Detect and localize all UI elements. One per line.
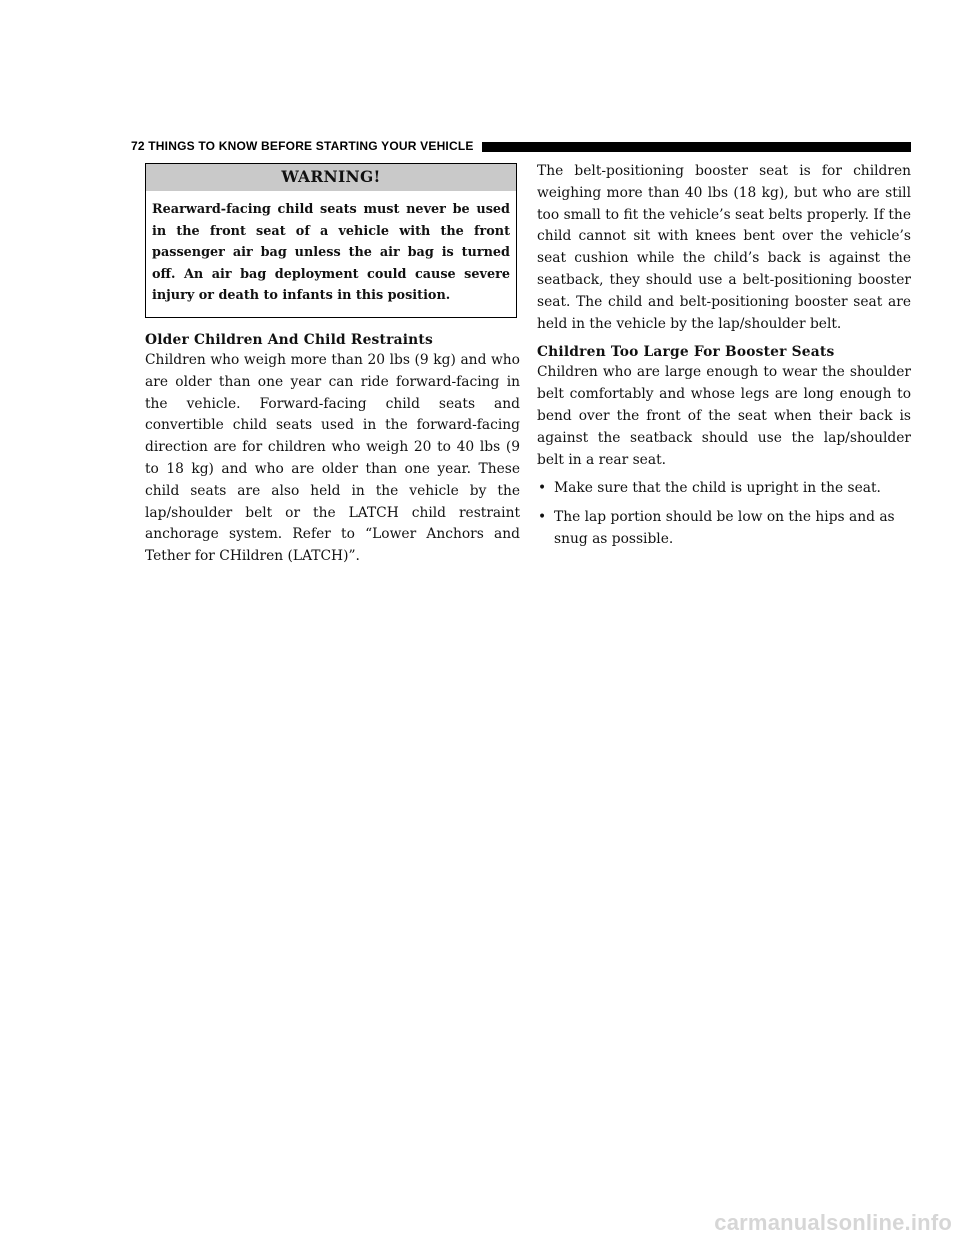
too-large-heading: Children Too Large For Booster Seats [537,344,835,361]
bullet-item [537,478,911,500]
older-children-heading: Older Children And Child Restraints [145,331,433,348]
too-large-paragraph: Children who are large enough to wear the shoulder belt comfortably and whose legs are long enough to bend over the front of the seat when their back is against the seatback should use the lap/shoulder belt in a rear seat. [537,364,911,468]
older-children-paragraph: Children who weigh more than 20 lbs (9 kg) and who are older than one year can ride forward-facing in the vehicle. Forward-facing child seats and convertible child seats used in the forward-facing direction are for children who weigh 20 to 40 lbs (9 to 18 kg) and who are older than one year. These child seats are also held in the vehicle by the lap/shoulder belt or the LATCH child restraint anchorage system. Refer to “Lower Anchors and Tether for CHildren (LATCH)”. [145,351,520,565]
page-header-text: 72 THINGS TO KNOW BEFORE STARTING YOUR VEHICLE [131,139,474,153]
page-header [131,136,911,156]
right-column [537,161,911,551]
bullet-item [537,507,911,551]
warning-body: Rearward-facing child seats must never be used in the front seat of a vehicle with the front passenger air bag unless the air bag is turned off. An air bag deployment could cause severe injury or death to infants in this position. [152,202,510,304]
bullet-item-text: Make sure that the child is upright in the seat. [554,480,881,497]
left-column [145,163,520,568]
booster-seat-paragraph: The belt-positioning booster seat is for children weighing more than 40 lbs (18 kg), but who are still too small to fit the vehicle’s seat belts properly. If the child cannot sit with knees bent over the vehicle’s seat cushion while the child’s back is against the seatback, they should use a belt-positioning booster seat. The child and belt-positioning booster seat are held in the vehicle by the lap/shoulder belt. [537,163,911,332]
watermark: carmanualsonline.info [714,1210,952,1235]
warning-title: WARNING! [146,164,516,191]
bullet-item-text: The lap portion should be low on the hips and as snug as possible. [554,509,895,547]
bullet-dot-icon: • [538,509,547,526]
header-rule-bar [482,142,911,152]
warning-box [145,163,517,318]
bullet-dot-icon: • [538,480,547,497]
